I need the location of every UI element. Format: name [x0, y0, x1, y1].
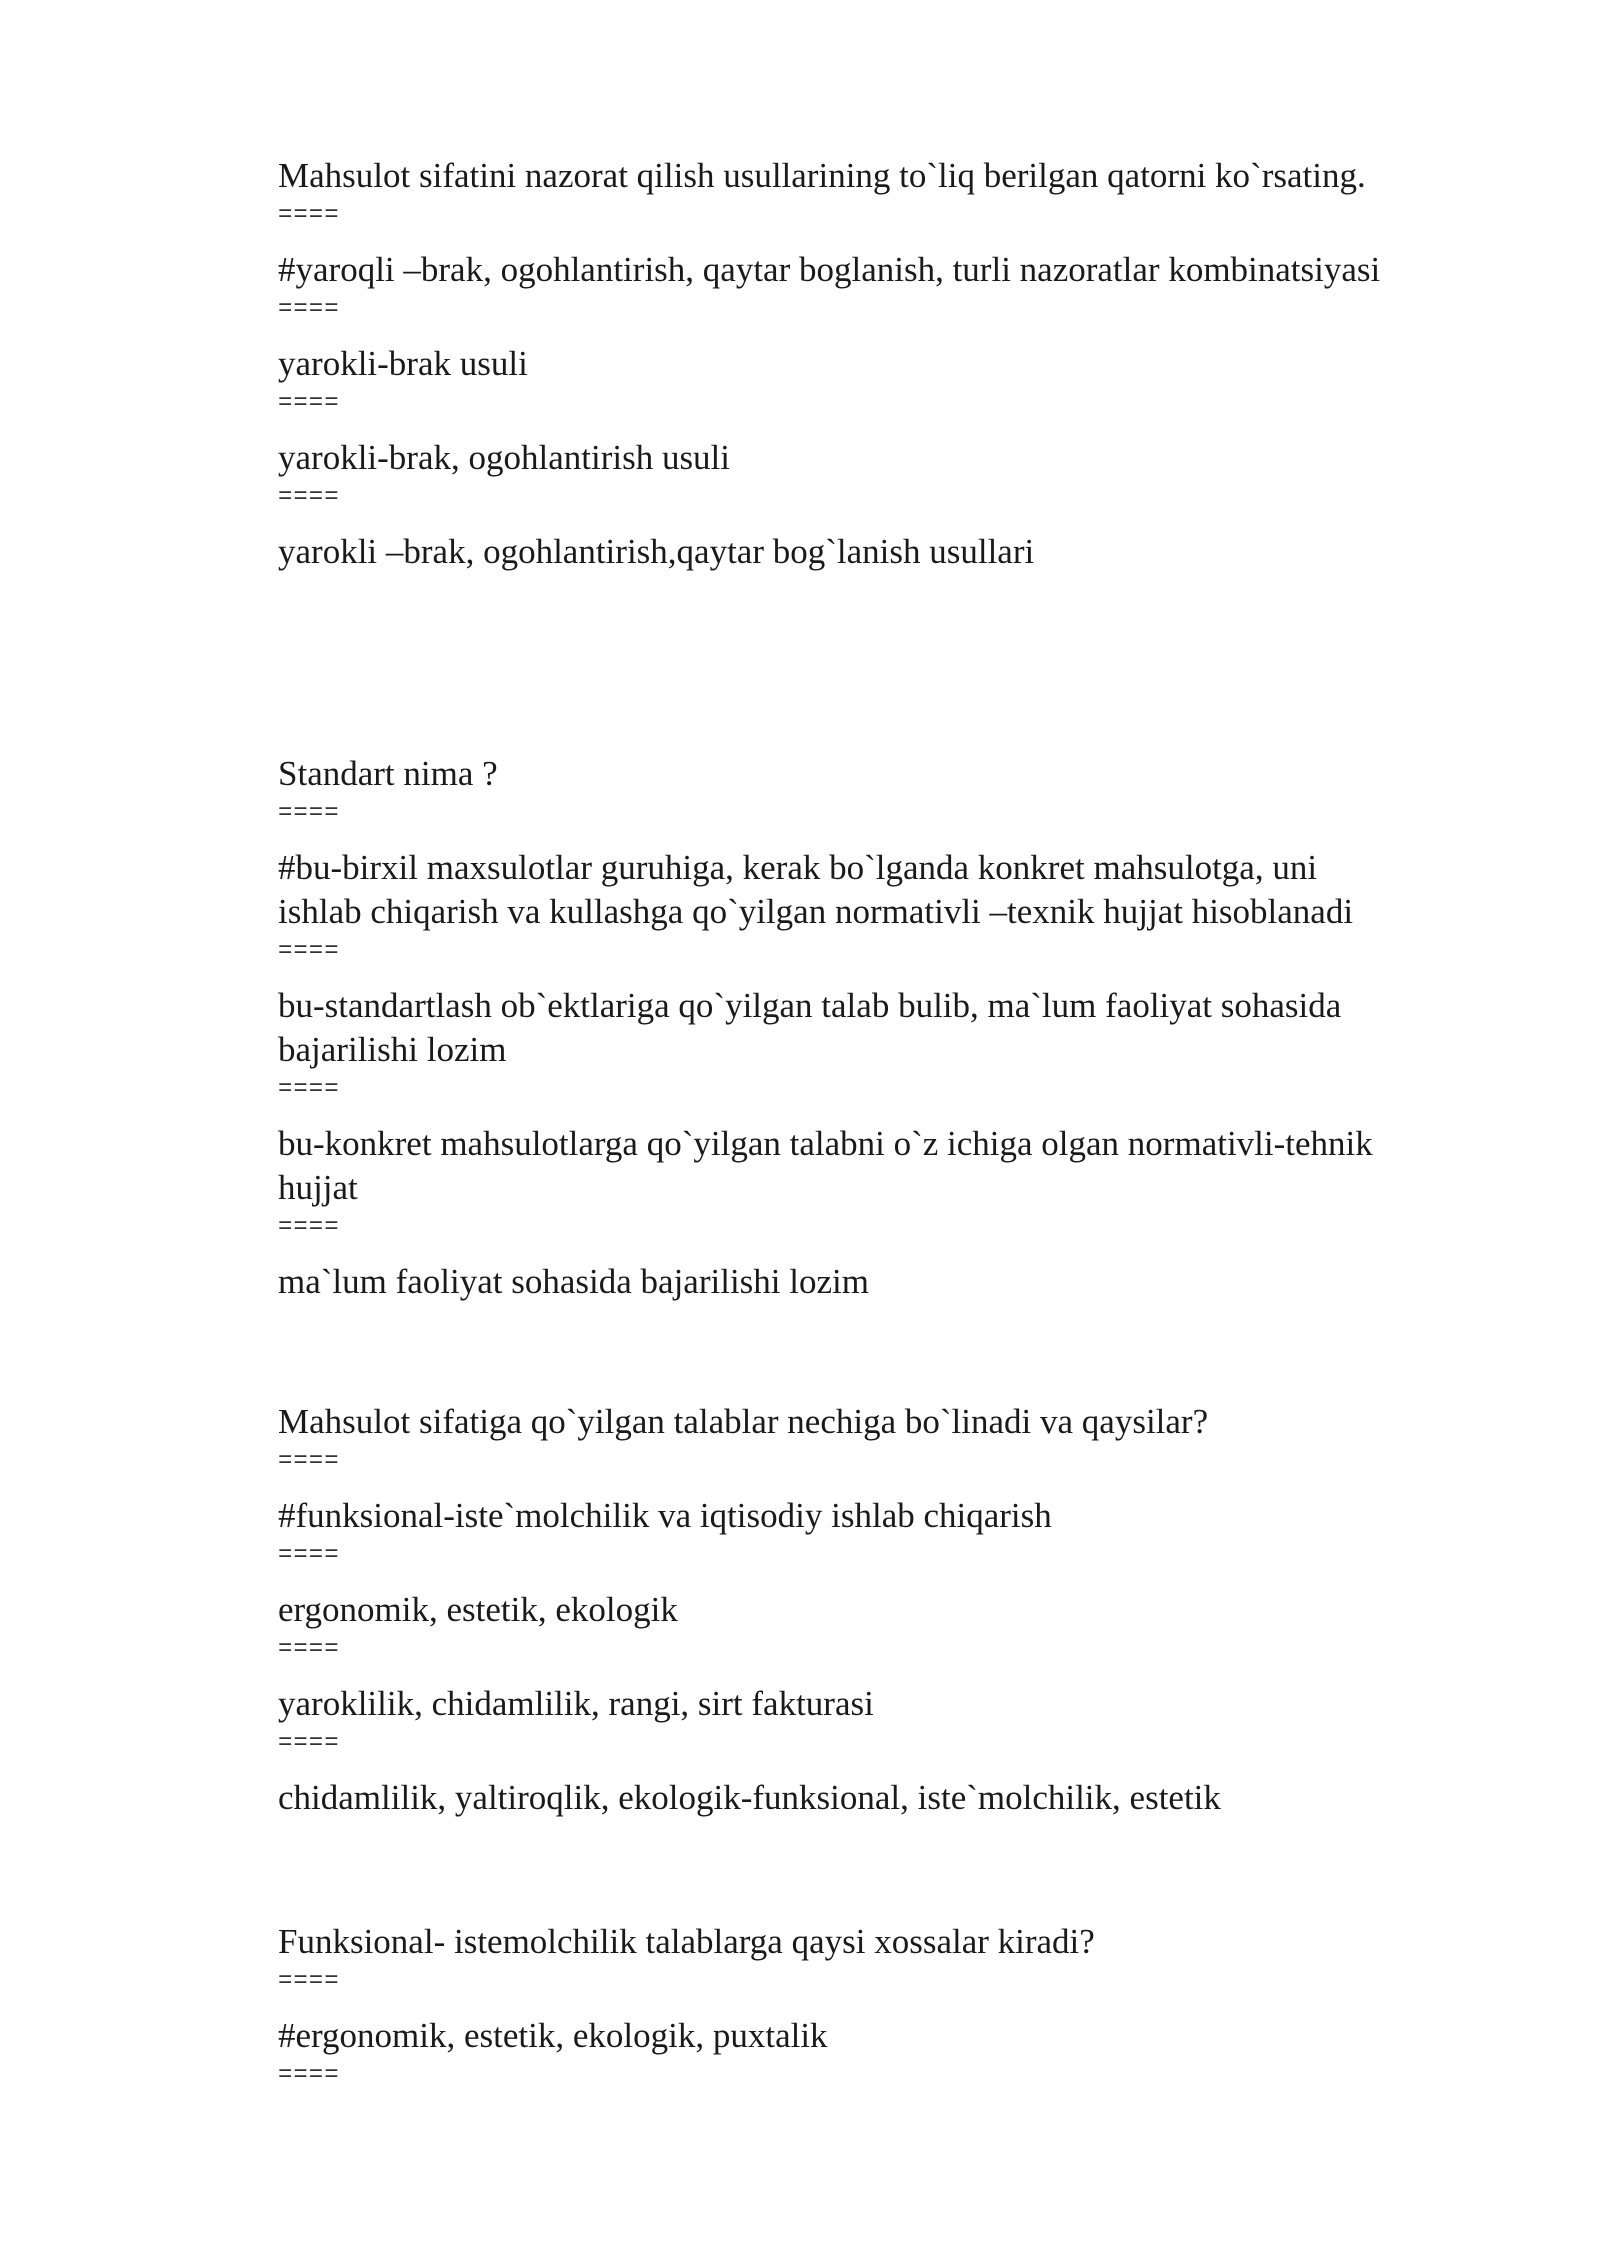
separator: ====	[278, 1968, 340, 1995]
question-block-3	[278, 1400, 1478, 1820]
separator: ====	[278, 938, 340, 965]
separator: ====	[278, 1214, 340, 1241]
answer-option-correct: #yaroqli –brak, ogohlantirish, qaytar boglanish, turli nazoratlar kombinatsiyasi	[278, 250, 1381, 289]
separator: ====	[278, 1542, 340, 1569]
answer-option-correct-continued: ishlab chiqarish va kullashga qo`yilgan normativli –texnik hujjat hisoblanadi	[278, 892, 1354, 931]
separator: ====	[278, 484, 340, 511]
question-text: Funksional- istemolchilik talablarga qaysi xossalar kiradi?	[278, 1922, 1095, 1961]
answer-option-correct: #funksional-iste`molchilik va iqtisodiy ishlab chiqarish	[278, 1496, 1052, 1535]
answer-option-correct: #ergonomik, estetik, ekologik, puxtalik	[278, 2016, 828, 2055]
question-block-1	[278, 154, 1478, 574]
question-text: Standart nima ?	[278, 754, 498, 793]
separator: ====	[278, 1076, 340, 1103]
separator: ====	[278, 1730, 340, 1757]
answer-option: bu-standartlash ob`ektlariga qo`yilgan talab bulib, ma`lum faoliyat sohasida	[278, 986, 1342, 1025]
separator: ====	[278, 1448, 340, 1475]
answer-option: yarokli –brak, ogohlantirish,qaytar bog`lanish usullari	[278, 532, 1035, 571]
answer-option: yaroklilik, chidamlilik, rangi, sirt fakturasi	[278, 1684, 874, 1723]
answer-option: ma`lum faoliyat sohasida bajarilishi lozim	[278, 1262, 869, 1301]
question-text: Mahsulot sifatini nazorat qilish usullarining to`liq berilgan qatorni ko`rsating.	[278, 156, 1366, 195]
answer-option: yarokli-brak usuli	[278, 344, 528, 383]
separator: ====	[278, 800, 340, 827]
answer-option-continued: hujjat	[278, 1168, 358, 1207]
question-text: Mahsulot sifatiga qo`yilgan talablar nechiga bo`linadi va qaysilar?	[278, 1402, 1209, 1441]
answer-option: bu-konkret mahsulotlarga qo`yilgan talabni o`z ichiga olgan normativli-tehnik	[278, 1124, 1373, 1163]
separator: ====	[278, 296, 340, 323]
answer-option: chidamlilik, yaltiroqlik, ekologik-funksional, iste`molchilik, estetik	[278, 1778, 1221, 1817]
question-block-2	[278, 752, 1478, 1304]
answer-option: ergonomik, estetik, ekologik	[278, 1590, 678, 1629]
separator: ====	[278, 202, 340, 229]
answer-option: yarokli-brak, ogohlantirish usuli	[278, 438, 731, 477]
separator: ====	[278, 2062, 340, 2089]
question-block-4	[278, 1920, 1478, 2108]
separator: ====	[278, 1636, 340, 1663]
answer-option-correct: #bu-birxil maxsulotlar guruhiga, kerak bo`lganda konkret mahsulotga, uni	[278, 848, 1318, 887]
separator: ====	[278, 390, 340, 417]
answer-option-continued: bajarilishi lozim	[278, 1030, 507, 1069]
